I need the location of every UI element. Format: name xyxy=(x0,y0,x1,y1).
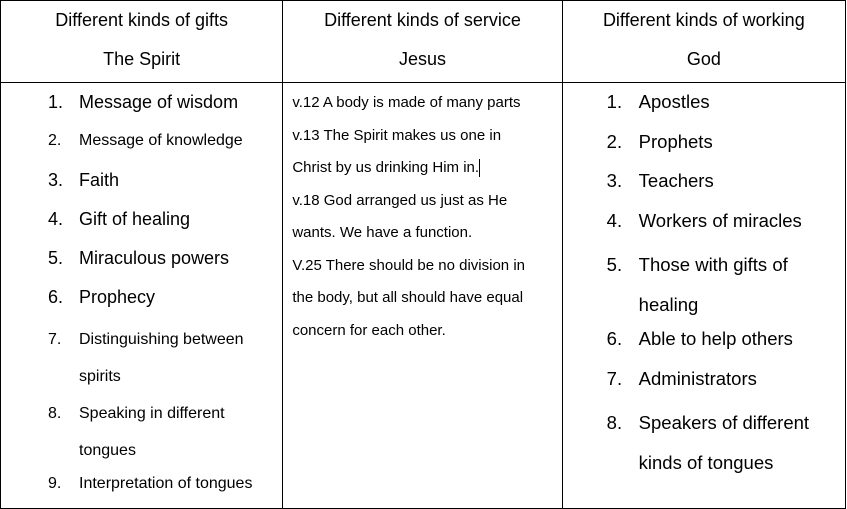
list-item: 6. Prophecy xyxy=(48,287,156,307)
list-item: 4. Workers of miracles xyxy=(606,209,802,231)
list-item: 5. Those with gifts of healing xyxy=(606,254,788,315)
list-item: 3. Faith xyxy=(48,170,120,190)
list-item: 3. Teachers xyxy=(606,170,714,191)
service-line: v.12 A body is made of many parts xyxy=(292,94,521,111)
list-item: 8. Speaking in different tongues xyxy=(48,405,225,459)
list-item: 4. Gift of healing xyxy=(48,209,191,229)
header-working-subtitle: God xyxy=(686,49,721,69)
service-line: the body, but all should have equal xyxy=(292,289,524,306)
header-service-title: Different kinds of service xyxy=(324,10,521,30)
gift-text: Speaking in different tongues xyxy=(79,405,225,459)
working-list xyxy=(563,87,845,482)
gifts-cell xyxy=(1,83,283,509)
gift-text: Interpretation of tongues xyxy=(79,475,253,492)
gift-text: Miraculous powers xyxy=(79,248,230,268)
gift-text: Distinguishing between spirits xyxy=(79,331,244,385)
header-working xyxy=(562,1,845,83)
header-service xyxy=(283,1,562,83)
header-row xyxy=(1,1,846,83)
list-item: 2. Prophets xyxy=(606,130,713,152)
working-text: Administrators xyxy=(638,367,757,389)
service-line: v.18 God arranged us just as He xyxy=(292,191,508,209)
list-item: 7. Distinguishing between spirits xyxy=(48,331,244,385)
gift-text: Message of knowledge xyxy=(79,132,243,149)
working-text: Apostles xyxy=(638,91,710,112)
content-row xyxy=(1,83,846,509)
working-text: Prophets xyxy=(638,130,713,152)
working-cell xyxy=(562,83,845,509)
working-text: Able to help others xyxy=(638,328,793,349)
service-line: concern for each other. xyxy=(292,321,446,339)
header-service-subtitle: Jesus xyxy=(398,49,446,69)
list-item: 2. Message of knowledge xyxy=(48,132,243,149)
text-cursor xyxy=(479,159,480,177)
header-gifts xyxy=(1,1,283,83)
service-line: V.25 There should be no division in xyxy=(292,256,525,274)
service-cell xyxy=(283,83,562,509)
list-item: 8. Speakers of different kinds of tongues xyxy=(606,412,810,473)
gift-text: Faith xyxy=(79,170,120,190)
list-item: 9. Interpretation of tongues xyxy=(48,475,253,492)
working-text: Teachers xyxy=(638,170,714,191)
working-text: Those with gifts of healing xyxy=(638,254,788,315)
working-text: Speakers of different kinds of tongues xyxy=(638,412,810,473)
list-item: 1. Message of wisdom xyxy=(48,92,239,112)
list-item: 5. Miraculous powers xyxy=(48,248,230,268)
gifts-list xyxy=(1,87,282,508)
service-line: v.13 The Spirit makes us one in xyxy=(292,126,502,144)
list-item: 1. Apostles xyxy=(606,91,710,112)
header-working-title: Different kinds of working xyxy=(602,10,805,30)
header-gifts-title: Different kinds of gifts xyxy=(55,10,229,30)
service-line: Christ by us drinking Him in. xyxy=(292,159,480,176)
header-gifts-subtitle: The Spirit xyxy=(103,49,181,69)
gift-text: Gift of healing xyxy=(79,209,191,229)
service-line: wants. We have a function. xyxy=(292,224,473,241)
gift-text: Message of wisdom xyxy=(79,92,239,112)
working-text: Workers of miracles xyxy=(638,209,802,231)
list-item: 7. Administrators xyxy=(606,367,757,389)
gift-text: Prophecy xyxy=(79,287,156,307)
list-item: 6. Able to help others xyxy=(606,328,793,349)
